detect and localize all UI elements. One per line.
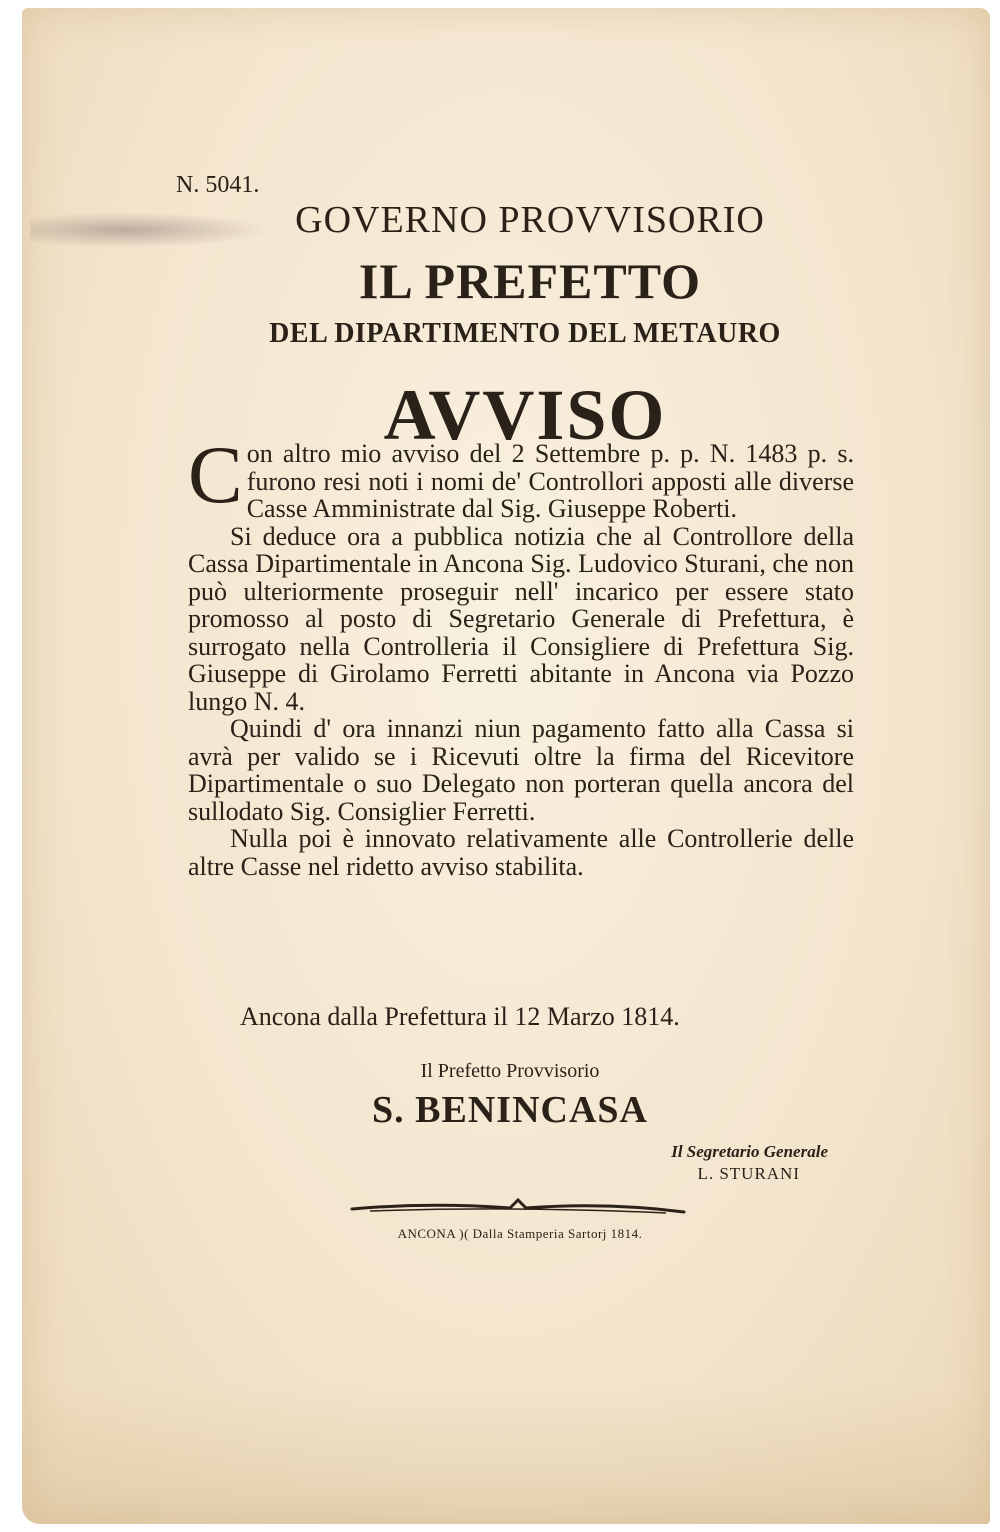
notice-title: AVVISO (383, 375, 667, 455)
paragraph-3: Quindi d' ora innanzi niun pagamento fatto alla Cassa si avrà per valido se i Ricevuti oltre la firma del Ricevitore Dipartimentale o suo Delegato non porteran quella ancora del sullodato Sig. Consiglier Ferretti. (188, 714, 854, 826)
place-and-date: Ancona dalla Prefettura il 12 Marzo 1814. (240, 1002, 680, 1031)
header-prefect: IL PREFETTO (358, 253, 702, 309)
paragraph-1 (188, 429, 854, 523)
document-number: N. 5041. (176, 172, 260, 198)
decorative-rule (350, 1196, 686, 1226)
drop-cap: C (188, 429, 243, 520)
header-government: GOVERNO PROVVISORIO (295, 199, 765, 241)
secretary-title: Il Segretario Generale (671, 1142, 828, 1161)
paragraph-2: Si deduce ora a pubblica notizia che al Controllore della Cassa Dipartimentale in Ancona Sig. Ludovico Sturani, che non può ulteriormente proseguir nell' incarico per essere stato promosso al posto di Segretario Generale di Prefettura, è surrogato nella Controlleria il Consigliere di Prefettura Sig. Giuseppe di Girolamo Ferretti abitante in Ancona via Pozzo lungo N. 4. (188, 521, 854, 716)
signatory-title: Il Prefetto Provvisorio (420, 1060, 600, 1082)
notice-body (188, 429, 854, 881)
secretary-name: L. STURANI (697, 1164, 800, 1183)
paragraph-1-text: on altro mio avviso del 2 Settembre p. p. N. 1483 p. s. furono resi noti i nomi de' Controllori apposti alle diverse Casse Amministrate dal Sig. Giuseppe Roberti. (246, 439, 854, 523)
signatory-name: S. BENINCASA (372, 1089, 648, 1131)
paragraph-4: Nulla poi è innovato relativamente alle Controllerie delle altre Casse nel ridetto avviso stabilita. (188, 824, 854, 881)
header-department: DEL DIPARTIMENTO DEL METAURO (269, 318, 781, 349)
printer-imprint: ANCONA )( Dalla Stamperia Sartorj 1814. (397, 1226, 643, 1241)
